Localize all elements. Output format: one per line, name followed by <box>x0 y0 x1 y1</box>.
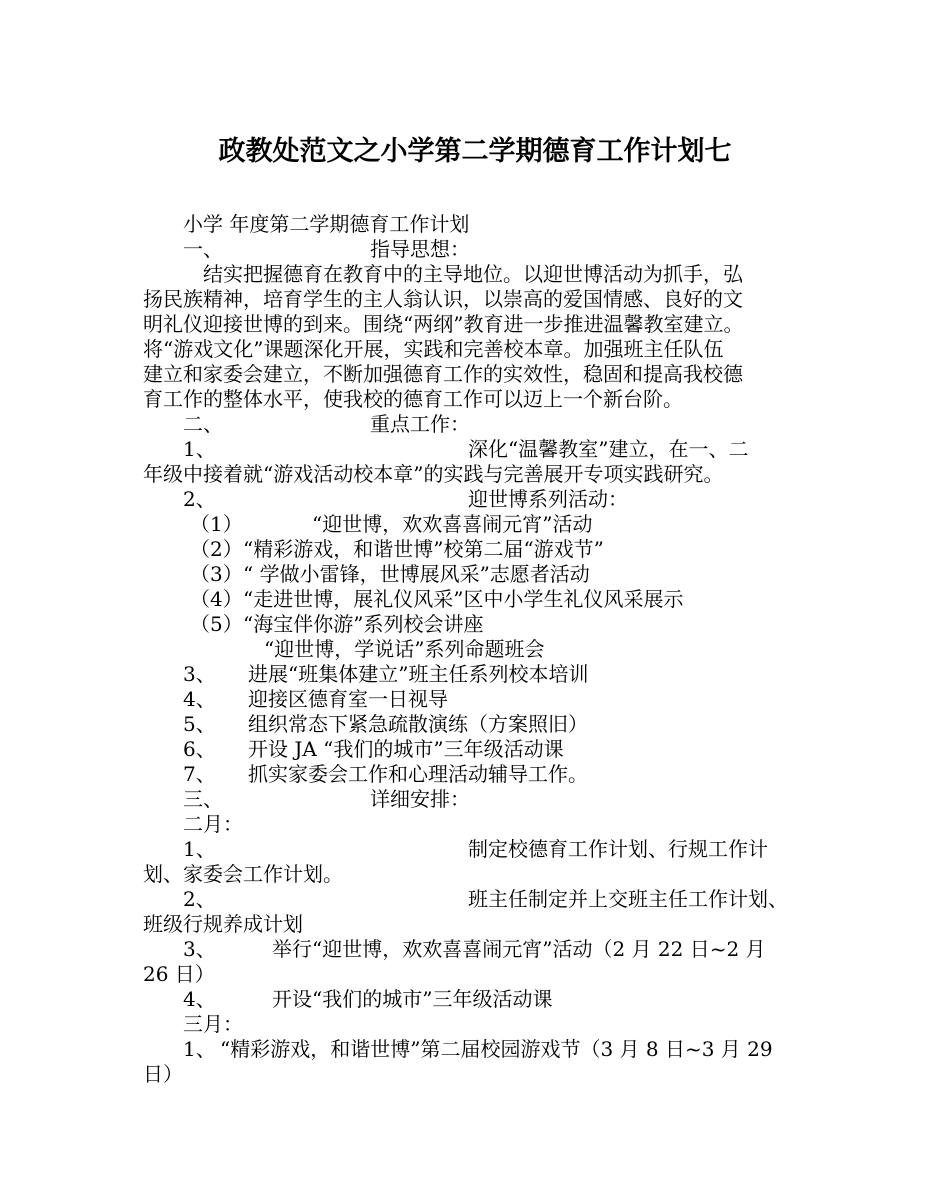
list-item-text: 年级中接着就“游戏活动校本章”的实践与完善展开专项实践研究。 <box>143 462 724 486</box>
list-item-text: 深化“温馨教室”建立，在一、二 <box>468 437 749 461</box>
list-item-text: 抓实家委会工作和心理活动辅导工作。 <box>248 762 588 786</box>
sub-item-text: “走进世博，展礼仪风采”区中小学生礼仪风采展示 <box>243 587 684 611</box>
list-item-text: 开设 JA “我们的城市”三年级活动课 <box>248 737 564 761</box>
section-heading: 重点工作： <box>370 412 470 436</box>
paragraph-line: 将“游戏文化”课题深化开展，实践和完善校本章。加强班主任队伍 <box>143 337 724 361</box>
list-item-text: 划、家委会工作计划。 <box>143 862 343 886</box>
list-number: 5、 <box>183 712 216 736</box>
document-subtitle: 小学 年度第二学期德育工作计划 <box>183 212 470 236</box>
sub-item-text: “精彩游戏，和谐世博”校第二届“游戏节” <box>243 537 604 561</box>
paragraph-line: 明礼仪迎接世博的到来。围绕“两纲”教育进一步推进温馨教室建立。 <box>143 312 744 336</box>
sub-item-text: “迎世博，学说话”系列命题班会 <box>264 637 545 661</box>
document-title: 政教处范文之小学第二学期德育工作计划七 <box>218 136 732 167</box>
paragraph-line: 育工作的整体水平，使我校的德育工作可以迈上一个新台阶。 <box>143 387 683 411</box>
paragraph-line: 扬民族精神，培育学生的主人翁认识，以崇高的爱国情感、良好的文 <box>143 287 743 311</box>
list-item-text: 迎世博系列活动： <box>468 487 628 511</box>
month-label: 三月： <box>183 1012 243 1036</box>
list-item-text: 班主任制定并上交班主任工作计划、 <box>468 887 788 911</box>
sub-item-number: （5） <box>190 612 243 636</box>
list-item-text: 开设“我们的城市”三年级活动课 <box>272 987 553 1011</box>
list-item-text: 制定校德育工作计划、行规工作计 <box>468 837 768 861</box>
list-number: 1、 <box>183 837 216 861</box>
sub-item-number: （1） <box>190 512 243 536</box>
list-number: 6、 <box>183 737 216 761</box>
list-item-text: 举行“迎世博，欢欢喜喜闹元宵”活动（2 月 22 日~2 月 <box>272 937 766 961</box>
sub-item-text: “ 学做小雷锋，世博展风采”志愿者活动 <box>243 562 590 586</box>
list-item-text: 迎接区德育室一日视导 <box>248 687 448 711</box>
list-item-text: 进展“班集体建立”班主任系列校本培训 <box>248 662 589 686</box>
section-heading: 详细安排： <box>370 787 470 811</box>
list-number: 2、 <box>183 887 216 911</box>
month-label: 二月： <box>183 812 243 836</box>
list-item-text: 组织常态下紧急疏散演练（方案照旧） <box>248 712 588 736</box>
paragraph-line: 结实把握德育在教育中的主导地位。以迎世博活动为抓手，弘 <box>203 262 743 286</box>
section-number: 二、 <box>183 412 223 436</box>
list-number: 1、 <box>183 437 216 461</box>
section-number: 三、 <box>183 787 223 811</box>
sub-item-number: （3） <box>190 562 243 586</box>
list-number: 4、 <box>183 987 216 1011</box>
list-item-text: “精彩游戏，和谐世博”第二届校园游戏节（3 月 8 日~3 月 29 <box>220 1037 773 1061</box>
list-number: 3、 <box>183 662 216 686</box>
list-item-text: 日） <box>143 1062 183 1086</box>
list-number: 2、 <box>183 487 216 511</box>
sub-item-number: （4） <box>190 587 243 611</box>
list-number: 7、 <box>183 762 216 786</box>
list-item-text: 班级行规养成计划 <box>143 912 303 936</box>
sub-item-number: （2） <box>190 537 243 561</box>
sub-item-text: “迎世博，欢欢喜喜闹元宵”活动 <box>312 512 593 536</box>
list-number: 3、 <box>183 937 216 961</box>
list-item-text: 26 日） <box>143 962 215 986</box>
section-number: 一、 <box>183 237 223 261</box>
sub-item-text: “海宝伴你游”系列校会讲座 <box>243 612 484 636</box>
section-heading: 指导思想： <box>370 237 470 261</box>
paragraph-line: 建立和家委会建立，不断加强德育工作的实效性，稳固和提高我校德 <box>143 362 743 386</box>
list-number: 4、 <box>183 687 216 711</box>
list-number: 1、 <box>183 1037 216 1061</box>
